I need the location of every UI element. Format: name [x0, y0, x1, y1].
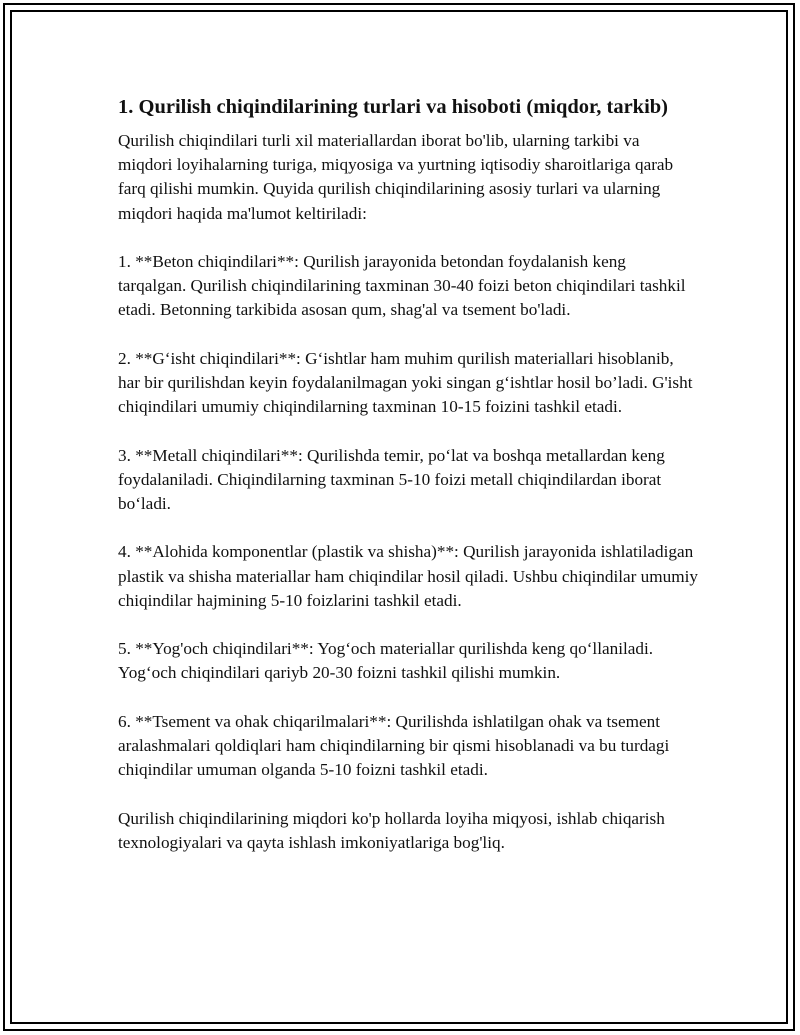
list-item-plastik-shisha: 4. **Alohida komponentlar (plastik va shisha)**: Qurilish jarayonida ishlatiladigan plastik va shisha materiallar ham chiqindilar hosil qiladi. Ushbu chiqindilar umumiy chiqindilar hajmining 5-10 foizlarini tashkil etadi. — [118, 542, 698, 610]
conclusion-paragraph: Qurilish chiqindilarining miqdori ko'p hollarda loyiha miqyosi, ishlab chiqarish texnologiyalari va qayta ishlash imkoniyatlariga bog'liq. — [118, 808, 665, 852]
document-body — [118, 93, 698, 879]
list-item-tsement-ohak: 6. **Tsement va ohak chiqarilmalari**: Qurilishda ishlatilgan ohak va tsement aralashmalari qoldiqlari ham chiqindilarning bir qismi hisoblanadi va bu turdagi chiqindilar umuman olganda 5-10 foizni tashkil etadi. — [118, 711, 670, 780]
list-item-yogoch: 5. **Yog'och chiqindilari**: Yog‘och materiallar qurilishda keng qo‘llaniladi. Yog‘och chiqindilari qariyb 20-30 foizni tashkil qilishi mumkin. — [118, 639, 654, 683]
list-item-beton: 1. **Beton chiqindilari**: Qurilish jarayonida betondan foydalanish keng tarqalgan. Qurilish chiqindilarining taxminan 30-40 foizi beton chiqindilari tashkil etadi. Betonning tarkibida asosan qum, shag'al va tsement bo'ladi. — [118, 252, 686, 320]
list-item-gisht: 2. **G‘isht chiqindilari**: G‘ishtlar ham muhim qurilish materiallari hisoblanib, har bir qurilishdan keyin foydalanilmagan yoki singan g‘ishtlar hosil bo’ladi. G'isht chiqindilari umumiy chiqindilarning taxminan 10-15 foizini tashkil etadi. — [118, 348, 693, 417]
intro-paragraph: Qurilish chiqindilari turli xil materiallardan iborat bo'lib, ularning tarkibi va miqdori loyihalarning turiga, miqyosiga va yurtning iqtisodiy sharoitlariga qarab farq qilishi mumkin. Quyida qurilish chiqindilarining asosiy turlari va ularning miqdori haqida ma'lumot keltiriladi: — [118, 131, 674, 223]
list-item-metall: 3. **Metall chiqindilari**: Qurilishda temir, po‘lat va boshqa metallardan keng foydalaniladi. Chiqindilarning taxminan 5-10 foizi metall chiqindilardan iborat bo‘ladi. — [118, 445, 665, 513]
document-title: 1. Qurilish chiqindilarining turlari va hisoboti (miqdor, tarkib) — [118, 96, 668, 118]
